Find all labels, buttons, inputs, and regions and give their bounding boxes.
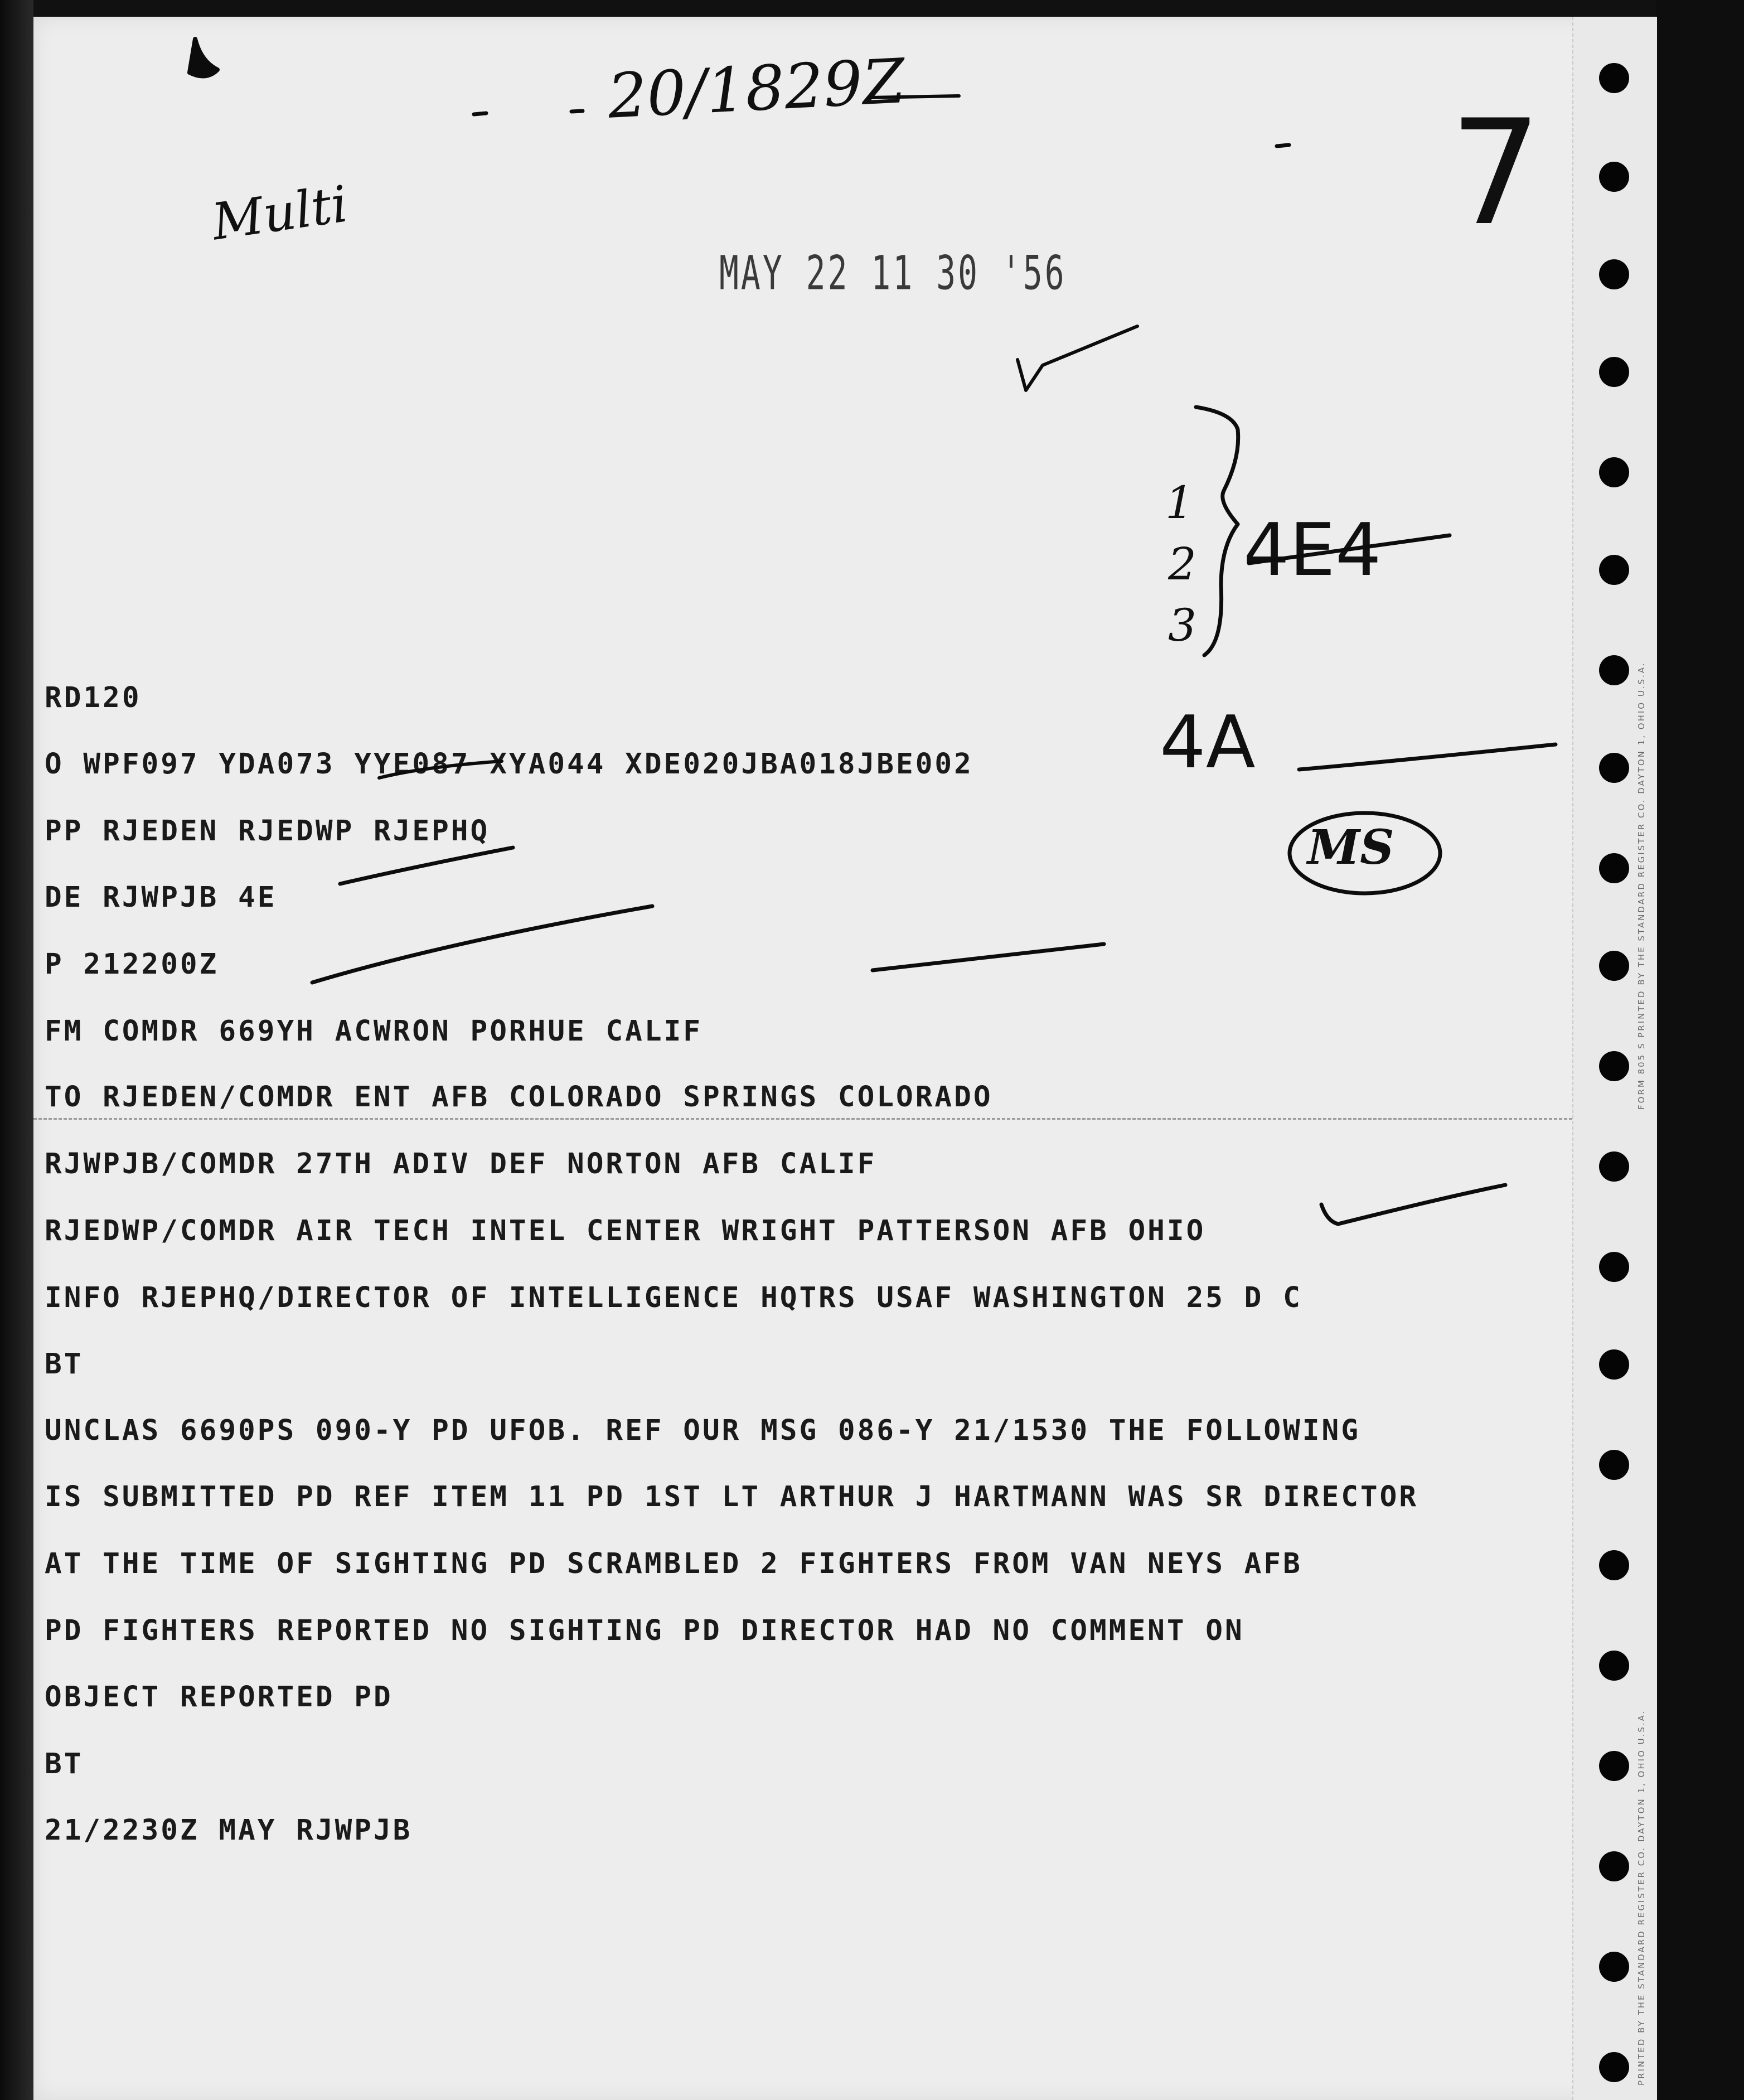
- message-break-marker: BT: [45, 1748, 84, 1780]
- message-header-line: TO RJEDEN/COMDR ENT AFB COLORADO SPRINGS COLORADO: [45, 1081, 993, 1114]
- feed-hole: [1599, 1051, 1629, 1081]
- feed-hole: [1599, 357, 1629, 387]
- feed-hole: [1599, 753, 1629, 783]
- feed-hole: [1599, 1550, 1629, 1580]
- message-header-line: RJEDWP/COMDR AIR TECH INTEL CENTER WRIGHT PATTERSON AFB OHIO: [45, 1214, 1206, 1247]
- bracket-number-3: 3: [1168, 599, 1196, 651]
- feed-hole: [1599, 1349, 1629, 1380]
- message-body-line: PD FIGHTERS REPORTED NO SIGHTING PD DIRECTOR HAD NO COMMENT ON: [45, 1614, 1244, 1647]
- message-body-line: OBJECT REPORTED PD: [45, 1681, 393, 1714]
- form-printer-credit-lower: PRINTED BY THE STANDARD REGISTER CO. DAYTON 1, OHIO U.S.A.: [1636, 1709, 1646, 2086]
- film-edge-top: [33, 0, 1656, 17]
- feed-hole: [1599, 63, 1629, 93]
- handwritten-routing-note: 4A: [1160, 700, 1256, 785]
- feed-hole: [1599, 1851, 1629, 1881]
- message-header-line: P 212200Z: [45, 948, 219, 981]
- message-header-line: RJWPJB/COMDR 27TH ADIV DEF NORTON AFB CALIF: [45, 1148, 877, 1180]
- feed-hole: [1599, 853, 1629, 883]
- message-header-line: PP RJEDEN RJEDWP RJEPHQ: [45, 815, 490, 848]
- feed-hole: [1599, 1751, 1629, 1781]
- message-break-marker: BT: [45, 1348, 84, 1381]
- teletype-page: [33, 17, 1656, 2100]
- handwritten-reference: 20/1829Z: [606, 45, 907, 132]
- feed-hole: [1599, 1450, 1629, 1480]
- feed-hole: [1599, 259, 1629, 289]
- message-header-line: DE RJWPJB 4E: [45, 881, 277, 914]
- feed-hole: [1599, 951, 1629, 981]
- message-header-line: INFO RJEPHQ/DIRECTOR OF INTELLIGENCE HQTRS USAF WASHINGTON 25 D C: [45, 1281, 1302, 1314]
- film-edge-right: [1656, 0, 1744, 2100]
- handwritten-initials: MS: [1307, 820, 1394, 875]
- bracket-number-2: 2: [1168, 538, 1196, 590]
- handwritten-page-number: 7: [1450, 89, 1542, 258]
- handwritten-office-code: 4E4: [1243, 507, 1382, 592]
- message-body-line: IS SUBMITTED PD REF ITEM 11 PD 1ST LT ARTHUR J HARTMANN WAS SR DIRECTOR: [45, 1480, 1419, 1513]
- feed-hole: [1599, 457, 1629, 487]
- form-printer-credit-upper: FORM 805 S PRINTED BY THE STANDARD REGISTER CO. DAYTON 1, OHIO U.S.A.: [1636, 661, 1646, 1110]
- received-date-stamp: MAY 22 11 30 '56: [719, 245, 1067, 301]
- message-body-line: AT THE TIME OF SIGHTING PD SCRAMBLED 2 FIGHTERS FROM VAN NEYS AFB: [45, 1547, 1302, 1580]
- message-header-line: O WPF097 YDA073 YYE087 XYA044 XDE020JBA018JBE002: [45, 748, 973, 781]
- perforation-line: [33, 1118, 1572, 1120]
- film-edge-left: [0, 0, 33, 2100]
- bracket-number-1: 1: [1165, 477, 1194, 529]
- message-body-line: UNCLAS 6690PS 090-Y PD UFOB. REF OUR MSG 086-Y 21/1530 THE FOLLOWING: [45, 1414, 1360, 1447]
- feed-hole: [1599, 555, 1629, 585]
- feed-hole: [1599, 2052, 1629, 2082]
- feed-hole: [1599, 1252, 1629, 1282]
- feed-hole: [1599, 1952, 1629, 1982]
- message-header-line: RD120: [45, 681, 142, 714]
- message-header-line: FM COMDR 669YH ACWRON PORHUE CALIF: [45, 1015, 703, 1048]
- feed-hole: [1599, 655, 1629, 685]
- message-datetime-signoff: 21/2230Z MAY RJWPJB: [45, 1814, 413, 1847]
- feed-hole: [1599, 1151, 1629, 1182]
- feed-hole: [1599, 1651, 1629, 1681]
- handwritten-corner-note: Multi: [208, 175, 351, 252]
- feed-hole: [1599, 162, 1629, 192]
